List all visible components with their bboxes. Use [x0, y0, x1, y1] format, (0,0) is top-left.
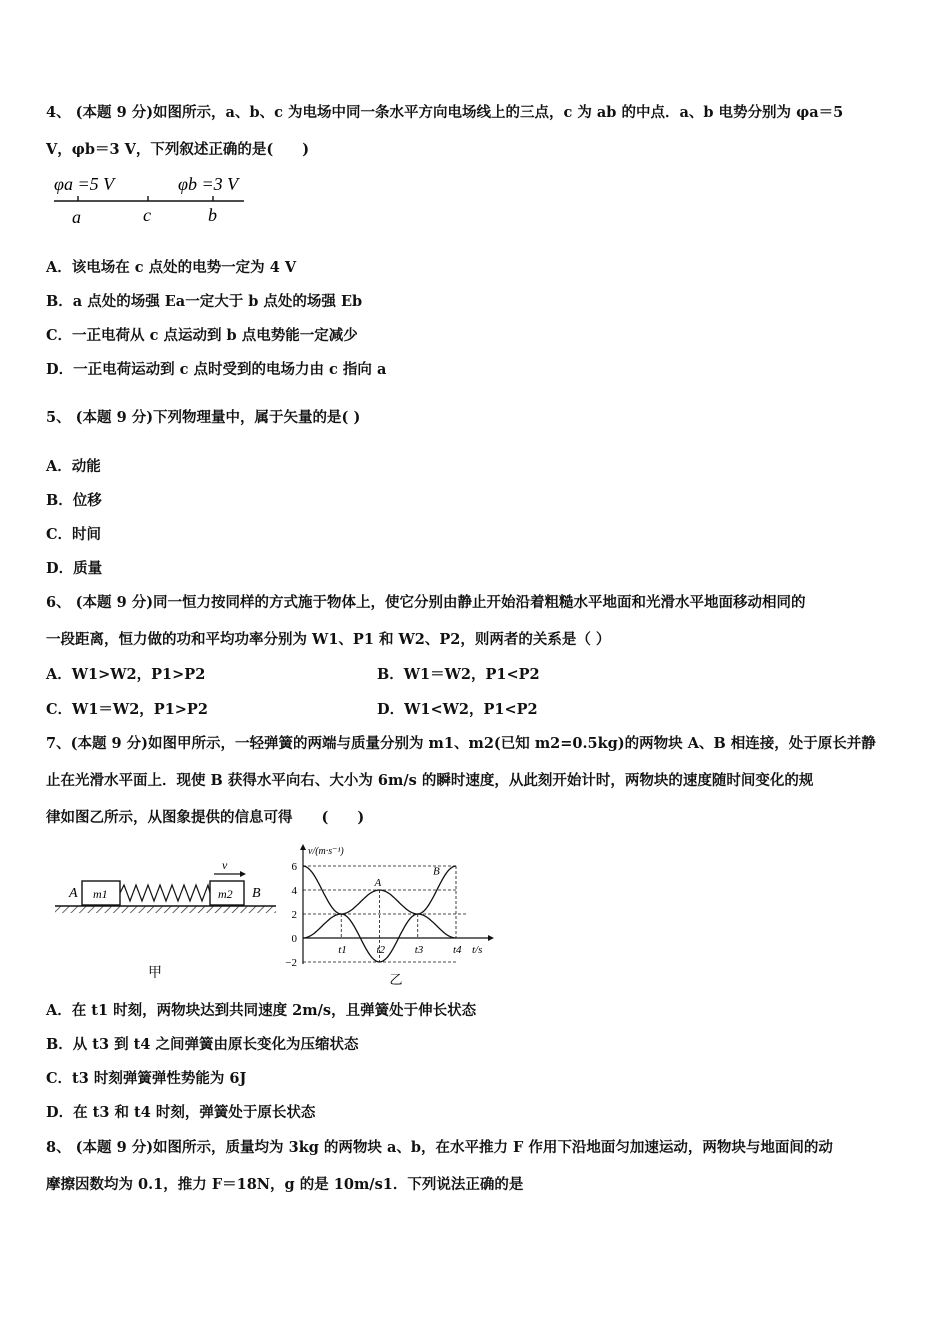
q6-option-c: C．W1＝W2，P1>P2 [46, 701, 208, 718]
x-tick-label: t3 [414, 944, 424, 956]
q5-option-c: C．时间 [46, 526, 102, 543]
q7-caption-jia: 甲 [148, 966, 162, 981]
q4-point-a: a [72, 207, 81, 227]
q7-label-B: B [252, 886, 261, 901]
x-axis-label: t/s [472, 944, 483, 956]
q7-label-m1: m1 [93, 887, 108, 901]
x-axis-arrow [488, 935, 494, 941]
q7-figure-spring-blocks [52, 855, 284, 985]
q6-option-a: A．W1>W2，P1>P2 [46, 666, 206, 683]
q6-option-d: D．W1<W2，P1<P2 [377, 701, 538, 718]
y-tick-label: 2 [291, 909, 297, 921]
q7-option-c: C．t3 时刻弹簧弹性势能为 6J [46, 1070, 247, 1087]
x-tick-label: t1 [338, 944, 347, 956]
spring [120, 885, 210, 901]
q6-option-b: B．W1＝W2，P1<P2 [377, 666, 540, 683]
q4-option-c: C．一正电荷从 c 点运动到 b 点电势能一定减少 [46, 327, 358, 344]
x-tick-label: t2 [376, 944, 386, 956]
y-tick-label: 0 [291, 933, 297, 945]
q4-option-a: A．该电场在 c 点处的电势一定为 4 V [46, 259, 297, 276]
q5-option-b: B．位移 [46, 492, 102, 509]
series-A-label: A [374, 877, 382, 889]
q7-caption-yi: 乙 [389, 972, 403, 985]
q5-option-d: D．质量 [46, 560, 103, 577]
q4-stem-line1: 4、 (本题 9 分)如图所示，a、b、c 为电场中同一条水平方向电场线上的三点，c 为 ab 的中点．a、b 电势分别为 φa＝5 [46, 104, 844, 121]
q4-field-line-figure [48, 170, 253, 230]
q4-option-d: D．一正电荷运动到 c 点时受到的电场力由 c 指向 a [46, 361, 387, 378]
q5-stem: 5、 (本题 9 分)下列物理量中，属于矢量的是( ) [46, 409, 361, 426]
y-tick-label: 4 [291, 885, 297, 897]
series-B-label: B [433, 865, 440, 878]
q7-stem-line3: 律如图乙所示，从图象提供的信息可得 ( ) [46, 809, 365, 826]
x-tick-label: t4 [453, 944, 462, 956]
q5-option-a: A．动能 [46, 458, 101, 475]
q7-option-d: D．在 t3 和 t4 时刻，弹簧处于原长状态 [46, 1104, 316, 1121]
q4-point-b: b [208, 205, 217, 225]
q4-stem-line2: V，φb＝3 V，下列叙述正确的是( ) [46, 141, 310, 158]
q7-stem-line1: 7、(本题 9 分)如图甲所示，一轻弹簧的两端与质量分别为 m1、m2(已知 m2=0.5kg)的两物块 A、B 相连接，处于原长并静 [46, 735, 876, 752]
q7-stem-line2: 止在光滑水平面上．现使 B 获得水平向右、大小为 6m/s 的瞬时速度，从此刻开始计时，两物块的速度随时间变化的规 [46, 772, 814, 789]
q7-label-A: A [69, 886, 78, 901]
q8-stem-line2: 摩擦因数均为 0.1，推力 F＝18N，g 的是 10m/s1．下列说法正确的是 [46, 1176, 524, 1193]
y-axis-label: v/(m·s⁻¹) [308, 846, 344, 857]
q7-label-v: v [222, 858, 228, 872]
y-tick-label: 6 [291, 861, 297, 873]
q8-stem-line1: 8、 (本题 9 分)如图所示，质量均为 3kg 的两物块 a、b，在水平推力 F 作用下沿地面匀加速运动，两物块与地面间的动 [46, 1139, 833, 1156]
q6-stem-line2: 一段距离，恒力做的功和平均功率分别为 W1、P1 和 W2、P2，则两者的关系是（ ） [46, 631, 611, 648]
q4-phi-a-label: φa =5 V [54, 174, 115, 194]
q4-option-b: B．a 点处的场强 Ea一定大于 b 点处的场强 Eb [46, 293, 363, 310]
q7-option-a: A．在 t1 时刻，两物块达到共同速度 2m/s，且弹簧处于伸长状态 [46, 1002, 477, 1019]
q4-point-c: c [143, 205, 151, 225]
q6-stem-line1: 6、 (本题 9 分)同一恒力按同样的方式施于物体上，使它分别由静止开始沿着粗糙水平地面和光滑水平地面移动相同的 [46, 594, 806, 611]
y-axis-arrow [300, 844, 306, 850]
q7-vt-chart [276, 840, 496, 985]
y-tick-label: −2 [285, 957, 297, 969]
velocity-arrow-head [240, 871, 246, 877]
q4-phi-b-label: φb =3 V [178, 174, 239, 194]
q7-option-b: B．从 t3 到 t4 之间弹簧由原长变化为压缩状态 [46, 1036, 359, 1053]
q7-label-m2: m2 [218, 887, 233, 901]
